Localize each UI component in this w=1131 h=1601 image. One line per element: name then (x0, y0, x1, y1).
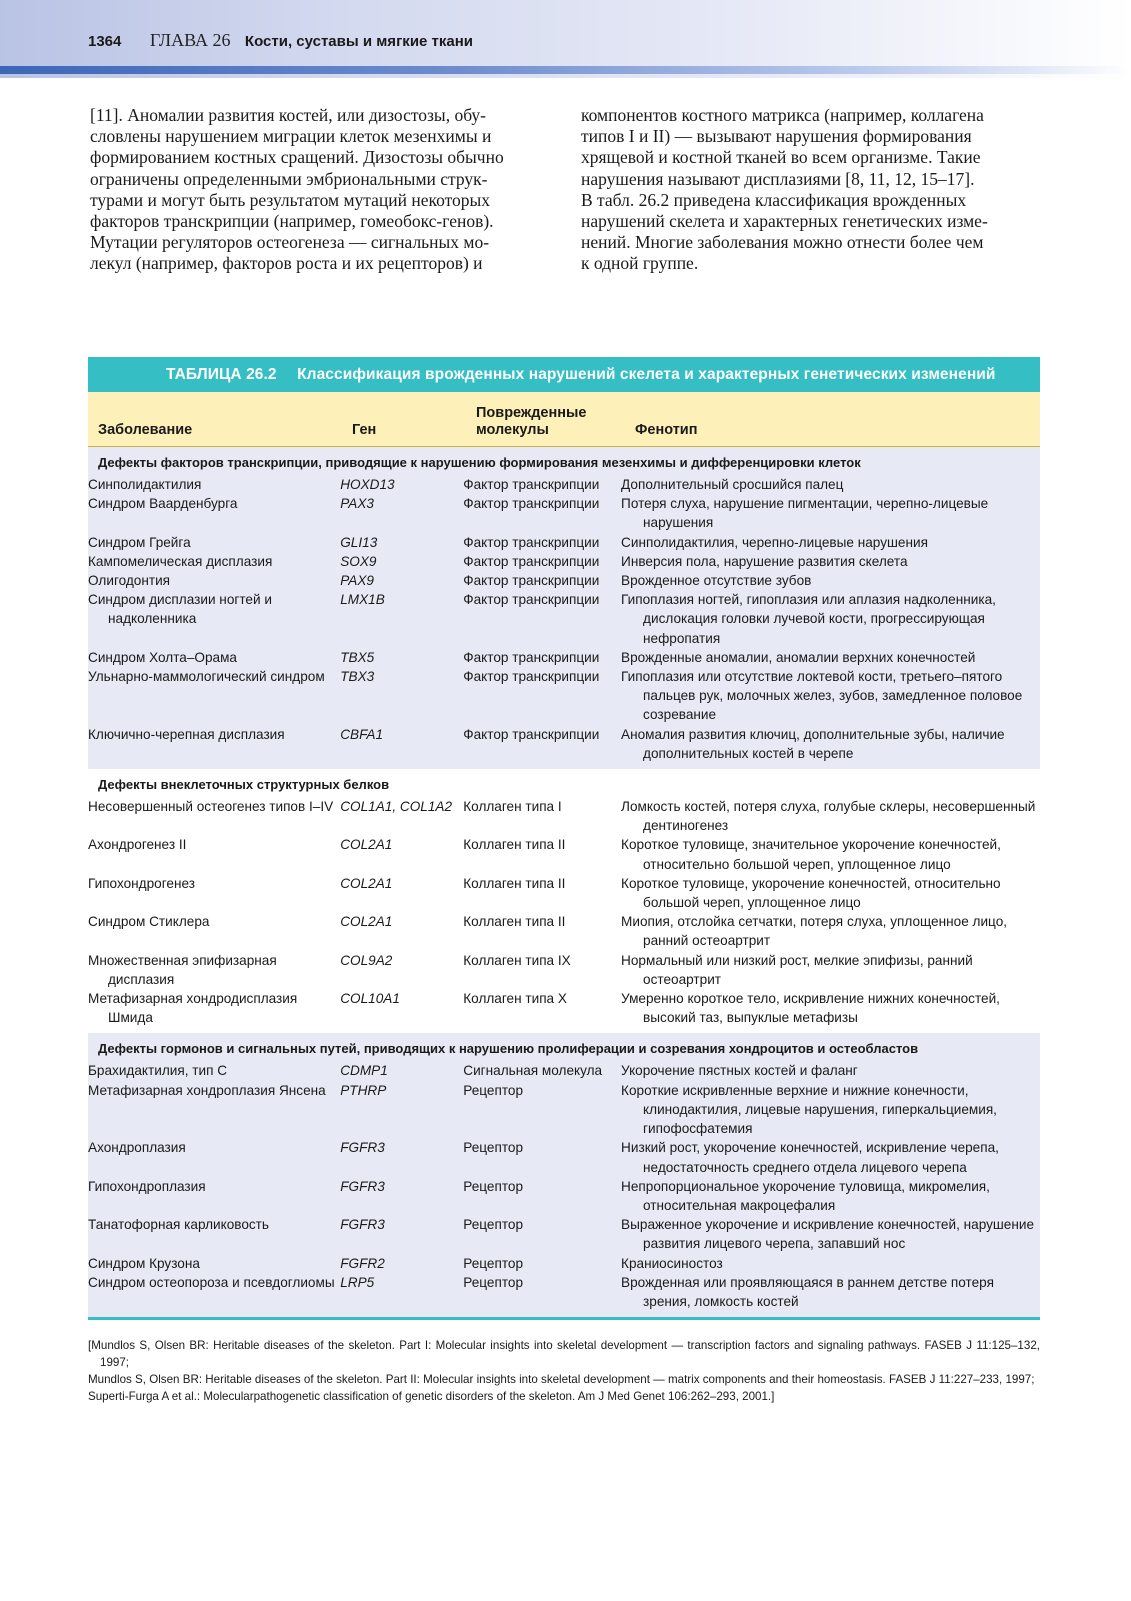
cell-molecule: Фактор транскрипции (463, 477, 600, 492)
cell-molecule: Фактор транскрипции (463, 726, 600, 742)
body-line: В табл. 26.2 приведена классификация врожденных (581, 189, 967, 210)
cell-molecule: Сигнальная молекула (463, 1063, 603, 1079)
cell-molecule: Рецептор (463, 1178, 524, 1194)
table-row (88, 1138, 1040, 1176)
table-row (88, 835, 1040, 873)
cell-phenotype: Дополнительный сросшийся палец (621, 477, 844, 492)
cell-molecule: Рецептор (463, 1082, 524, 1098)
cell-phenotype: Непропорциональное укорочение туловища, микромелия, относительная макроцефалия (621, 1178, 990, 1213)
cell-disease: Метафизарная хондроплазия Янсена (88, 1082, 326, 1098)
column-header-molecules (476, 405, 586, 439)
cell-gene: GLI13 (340, 534, 378, 550)
cell-gene: PAX9 (340, 573, 374, 589)
cell-phenotype: Краниосиностоз (621, 1255, 723, 1271)
body-line: факторов транскрипции (например, гомеобокс-генов). (90, 211, 494, 232)
cell-disease: Синдром Грейга (88, 534, 191, 550)
cell-disease: Брахидактилия, тип C (88, 1063, 228, 1079)
table-section (88, 447, 1040, 769)
cell-molecule: Коллаген типа II (463, 914, 566, 930)
body-line: Мутации регуляторов остеогенеза — сигнальных мо- (90, 232, 490, 253)
table-row (88, 571, 1040, 590)
table-bottom-rule (88, 1317, 1040, 1320)
table-body (88, 447, 1040, 1317)
body-line: нарушения называют дисплазиями [8, 11, 12, 15–17]. (581, 168, 975, 189)
cell-disease: Гипохондроплазия (88, 1178, 206, 1194)
cell-disease: Ульнарно-маммологический синдром (88, 669, 325, 685)
body-line: хрящевой и костной тканей во всем организме. Такие (581, 147, 981, 168)
body-line: турами и могут быть результатом мутаций некоторых (90, 189, 491, 210)
table-row (88, 951, 1040, 989)
cell-gene: COL2A1 (340, 914, 393, 930)
cell-phenotype: Выраженное укорочение и искривление конечностей, нарушение развития лицевого черепа, запавший нос (621, 1217, 1035, 1252)
section-title: Дефекты внеклеточных структурных белков (98, 777, 390, 793)
cell-molecule: Рецептор (463, 1140, 524, 1156)
table-row (88, 475, 1040, 494)
cell-molecule: Коллаген типа X (463, 991, 567, 1007)
section-title: Дефекты гормонов и сигнальных путей, приводящих к нарушению пролиферации и созревания хондроцитов и остеобластов (98, 1041, 919, 1057)
body-line: компонентов костного матрикса (например, коллагена (581, 105, 984, 125)
cell-disease: Синдром остеопороза и псевдоглиомы (88, 1274, 335, 1290)
table-row (88, 1215, 1040, 1253)
cell-gene: COL2A1 (340, 837, 393, 853)
cell-phenotype: Короткие искривленные верхние и нижние конечности, клинодактилия, лицевые нарушения, гиперкальциемия, гипофосфатемия (621, 1082, 997, 1137)
column-header-gene: Ген (352, 422, 377, 438)
page-header (88, 30, 473, 51)
cell-phenotype: Короткое туловище, значительное укорочение конечностей, относительно большой череп, уплощенное лицо (621, 837, 1001, 872)
table-row (88, 667, 1040, 725)
cell-disease: Синдром Ваарденбурга (88, 496, 238, 512)
body-text-right-column (581, 105, 1043, 275)
body-line: нарушений скелета и характерных генетических изме- (581, 211, 988, 232)
cell-gene: COL9A2 (340, 952, 393, 968)
cell-phenotype: Инверсия пола, нарушение развития скелета (621, 553, 908, 569)
cell-gene: COL2A1 (340, 875, 393, 891)
column-header-molecules-line1: Поврежденные (476, 405, 587, 421)
cell-phenotype: Нормальный или низкий рост, мелкие эпифизы, ранний остеоартрит (621, 952, 973, 987)
cell-disease: Метафизарная хондродисплазия Шмида (88, 991, 298, 1026)
body-line: словлены нарушением миграции клеток мезенхимы и (90, 126, 492, 147)
table-row (88, 1061, 1040, 1080)
column-header-molecules-line2: молекулы (476, 422, 549, 438)
cell-disease: Гипохондрогенез (88, 875, 195, 891)
table-row (88, 1177, 1040, 1215)
cell-gene: FGFR2 (340, 1255, 385, 1271)
cell-molecule: Фактор транскрипции (463, 573, 600, 589)
body-line: формированием костных сращений. Дизостозы обычно (90, 147, 504, 168)
cell-disease: Ахондрогенез II (88, 837, 187, 853)
cell-disease: Ахондроплазия (88, 1140, 186, 1156)
cell-molecule: Коллаген типа II (463, 875, 566, 891)
cell-gene: TBX3 (340, 669, 375, 685)
body-line: нений. Многие заболевания можно отнести более чем (581, 232, 984, 253)
table-row (88, 552, 1040, 571)
cell-phenotype: Гипоплазия ногтей, гипоплазия или аплазия надколенника, дислокация головки лучевой кости, прогрессирующая нефропатия (621, 592, 996, 646)
table-row (88, 874, 1040, 912)
cell-disease: Синдром Стиклера (88, 914, 210, 930)
cell-phenotype: Гипоплазия или отсутствие локтевой кости, третьего–пятого пальцев рук, молочных желез, зубов, замедленное половое созревание (621, 669, 1023, 723)
cell-gene: FGFR3 (340, 1178, 385, 1194)
page-header-rule (0, 66, 1131, 74)
cell-gene: TBX5 (340, 649, 375, 665)
table-row (88, 494, 1040, 532)
cell-gene: CDMP1 (340, 1063, 388, 1079)
cell-disease: Синполидактилия (88, 477, 202, 492)
cell-molecule: Рецептор (463, 1217, 524, 1233)
table-label: ТАБЛИЦА 26.2 (166, 366, 277, 383)
cell-gene: COL1A1, COL1A2 (340, 799, 453, 815)
cell-gene: CBFA1 (340, 726, 384, 742)
cell-phenotype: Синполидактилия, черепно-лицевые нарушения (621, 534, 928, 550)
reference-line: [Mundlos S, Olsen BR: Heritable diseases of the skeleton. Part I: Molecular insights into skeletal development — transcription factors and signaling pathways. FASEB J 11:125–132, 1997; (88, 1339, 1040, 1369)
cell-molecule: Фактор транскрипции (463, 496, 600, 512)
column-header-disease: Заболевание (98, 422, 193, 438)
column-header-phenotype: Фенотип (635, 422, 698, 438)
cell-molecule: Коллаген типа II (463, 837, 566, 853)
cell-phenotype: Умеренно короткое тело, искривление нижних конечностей, высокий таз, выпуклые метафизы (621, 991, 1000, 1026)
cell-phenotype: Врожденная или проявляющаяся в раннем детстве потеря зрения, ломкость костей (621, 1274, 994, 1309)
cell-gene: FGFR3 (340, 1140, 385, 1156)
table-row (88, 797, 1040, 835)
cell-disease: Синдром Холта–Орама (88, 649, 237, 665)
page-number: 1364 (88, 33, 122, 50)
cell-gene: SOX9 (340, 553, 377, 569)
table-section (88, 1033, 1040, 1317)
chapter-title: Кости, суставы и мягкие ткани (244, 33, 474, 50)
table-section (88, 769, 1040, 1033)
cell-phenotype: Ломкость костей, потеря слуха, голубые склеры, несовершенный дентиногенез (621, 799, 1036, 834)
cell-molecule: Фактор транскрипции (463, 534, 600, 550)
table-row (88, 533, 1040, 552)
cell-disease: Синдром дисплазии ногтей и надколенника (88, 592, 272, 627)
table-row (88, 912, 1040, 950)
cell-molecule: Рецептор (463, 1255, 524, 1271)
table-row (88, 1081, 1040, 1139)
table-row (88, 590, 1040, 648)
table-row (88, 1273, 1040, 1311)
cell-gene: COL10A1 (340, 991, 400, 1007)
cell-molecule: Коллаген типа I (463, 799, 562, 815)
cell-molecule: Фактор транскрипции (463, 669, 600, 685)
section-title: Дефекты факторов транскрипции, приводящие к нарушению формирования мезенхимы и дифференцировки клеток (98, 455, 861, 470)
cell-gene: LRP5 (340, 1274, 375, 1290)
cell-disease: Синдром Крузона (88, 1255, 200, 1271)
cell-disease: Ключично-черепная дисплазия (88, 726, 285, 742)
cell-phenotype: Потеря слуха, нарушение пигментации, черепно-лицевые нарушения (621, 496, 989, 531)
body-line: [11]. Аномалии развития костей, или дизостозы, обу- (90, 105, 487, 125)
cell-gene: PAX3 (340, 496, 374, 512)
table-header-row (88, 392, 1040, 447)
reference-line: Superti-Furga A et al.: Molecularpathogenetic classification of genetic disorders of the skeleton. Am J Med Genet 106:262–293, 2001.] (88, 1390, 775, 1403)
body-line: типов I и II) — вызывают нарушения формирования (581, 126, 972, 147)
cell-disease: Танатофорная карликовость (88, 1217, 269, 1233)
cell-phenotype: Миопия, отслойка сетчатки, потеря слуха, уплощенное лицо, ранний остеоартрит (621, 914, 1008, 949)
table-title-bar (88, 357, 1040, 392)
reference-line: Mundlos S, Olsen BR: Heritable diseases of the skeleton. Part II: Molecular insights into skeletal development — matrix components and their homeostasis. FASEB J 11:227–233, 1997; (88, 1373, 1035, 1386)
cell-molecule: Коллаген типа IX (463, 952, 571, 968)
cell-phenotype: Короткое туловище, укорочение конечностей, относительно большой череп, уплощенное лицо (621, 875, 1001, 911)
classification-table (88, 357, 1040, 1320)
cell-molecule: Рецептор (463, 1274, 524, 1290)
body-line: ограничены определенными эмбриональными струк- (90, 168, 488, 189)
cell-disease: Кампомелическая дисплазия (88, 553, 273, 569)
body-line: лекул (например, факторов роста и их рецепторов) и (90, 253, 483, 274)
cell-gene: PTHRP (340, 1082, 387, 1098)
table-title: Классификация врожденных нарушений скелета и характерных генетических изменений (297, 366, 996, 383)
table-row (88, 648, 1040, 667)
cell-disease: Несовершенный остеогенез типов I–IV (88, 799, 334, 815)
cell-molecule: Фактор транскрипции (463, 649, 600, 665)
table-row (88, 989, 1040, 1027)
cell-gene: HOXD13 (340, 477, 395, 492)
cell-phenotype: Врожденные аномалии, аномалии верхних конечностей (621, 649, 976, 665)
cell-phenotype: Врожденное отсутствие зубов (621, 573, 812, 589)
body-line: к одной группе. (581, 253, 699, 274)
table-row (88, 725, 1040, 763)
chapter-label: ГЛАВА 26 (149, 30, 231, 50)
cell-phenotype: Укорочение пястных костей и фаланг (621, 1063, 858, 1079)
cell-phenotype: Аномалия развития ключиц, дополнительные зубы, наличие дополнительных костей в черепе (621, 726, 1005, 761)
cell-molecule: Фактор транскрипции (463, 553, 600, 569)
cell-gene: LMX1B (340, 592, 385, 608)
cell-molecule: Фактор транскрипции (463, 592, 600, 608)
cell-disease: Олигодонтия (88, 573, 171, 589)
table-references (88, 1337, 1040, 1405)
body-text-left-column (90, 105, 552, 275)
table-row (88, 1254, 1040, 1273)
cell-phenotype: Низкий рост, укорочение конечностей, искривление черепа, недостаточность среднего отдела лицевого черепа (621, 1140, 999, 1175)
cell-disease: Множественная эпифизарная дисплазия (88, 952, 277, 987)
cell-gene: FGFR3 (340, 1217, 385, 1233)
